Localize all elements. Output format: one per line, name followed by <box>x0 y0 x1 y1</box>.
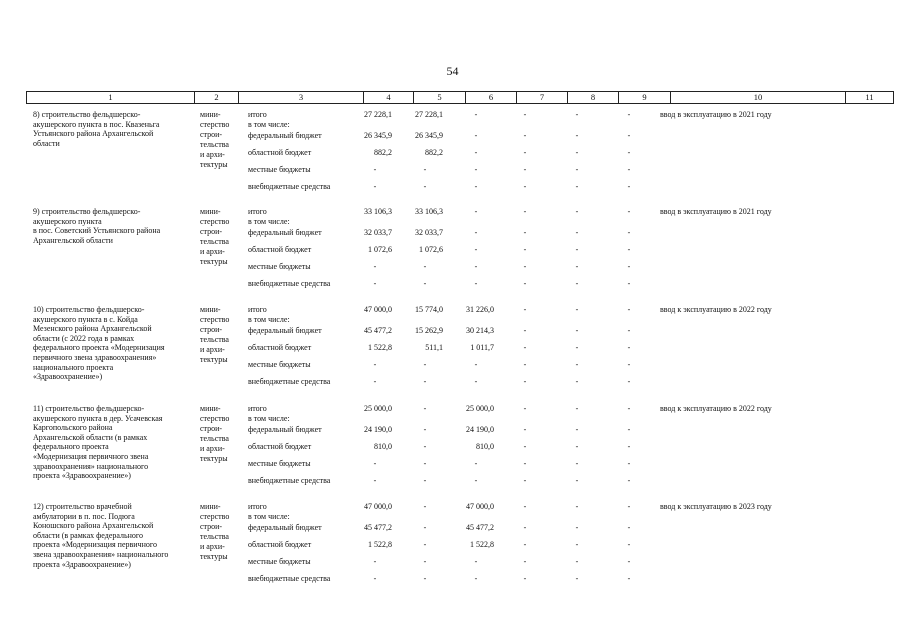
column-header-2: 2 <box>195 92 239 104</box>
amount-year-2023: - <box>523 502 527 511</box>
amount-year-2024: - <box>575 523 579 532</box>
amount-year-2024: - <box>575 442 579 451</box>
funding-row <box>0 459 905 469</box>
amount-total: 1 522,8 <box>368 540 392 549</box>
amount-year-2024: - <box>575 360 579 369</box>
funding-source-label: федеральный бюджет <box>248 523 322 532</box>
project-name-line: Архангельской области <box>33 235 113 245</box>
amount-year-2024: - <box>575 182 579 191</box>
amount-year-2025: - <box>627 305 631 314</box>
amount-year-2021: - <box>423 459 427 468</box>
amount-total: 47 000,0 <box>364 305 392 314</box>
amount-year-2022: - <box>474 245 478 254</box>
ministry-line: стерство <box>200 120 230 129</box>
project-name-line: Устьянского района Архангельской <box>33 129 154 139</box>
funding-source-label: областной бюджет <box>248 245 312 254</box>
amount-year-2024: - <box>575 502 579 511</box>
ministry-line: стерство <box>200 414 230 423</box>
expected-result: ввод к эксплуатацию в 2022 году <box>660 404 772 413</box>
project-name-line: акушерского пункта в дер. Усачевская <box>33 413 163 423</box>
funding-source-label: итого <box>248 502 267 511</box>
project-name-line: в пос. Советский Устьянского района <box>33 226 161 236</box>
ministry-line: тектуры <box>200 454 228 463</box>
funding-sublabel: в том числе: <box>248 120 290 129</box>
amount-year-2025: - <box>627 442 631 451</box>
funding-source-label: внебюджетные средства <box>248 182 331 191</box>
funding-source-label: местные бюджеты <box>248 360 311 369</box>
amount-total: - <box>373 262 377 271</box>
funding-sublabel: в том числе: <box>248 315 290 324</box>
amount-year-2023: - <box>523 131 527 140</box>
amount-year-2022: - <box>474 228 478 237</box>
ministry-line: и архи- <box>200 345 225 354</box>
amount-year-2023: - <box>523 262 527 271</box>
column-header-3: 3 <box>239 92 364 104</box>
amount-year-2024: - <box>575 343 579 352</box>
amount-year-2023: - <box>523 245 527 254</box>
amount-year-2025: - <box>627 425 631 434</box>
amount-year-2022: 810,0 <box>476 442 494 451</box>
amount-year-2023: - <box>523 442 527 451</box>
amount-total: 1 522,8 <box>368 343 392 352</box>
funding-source-label: внебюджетные средства <box>248 574 331 583</box>
funding-row <box>0 165 905 175</box>
amount-total: - <box>373 459 377 468</box>
amount-year-2022: - <box>474 131 478 140</box>
amount-year-2025: - <box>627 523 631 532</box>
project-name-line: акушерского пункта в с. Койда <box>33 314 138 324</box>
funding-row <box>0 182 905 192</box>
amount-year-2025: - <box>627 207 631 216</box>
expected-result: ввод в эксплуатацию в 2021 году <box>660 110 772 119</box>
amount-year-2022: - <box>474 165 478 174</box>
amount-year-2021: - <box>423 165 427 174</box>
amount-year-2024: - <box>575 540 579 549</box>
amount-year-2022: - <box>474 360 478 369</box>
amount-year-2025: - <box>627 459 631 468</box>
amount-year-2022: - <box>474 557 478 566</box>
project-name-line: 10) строительство фельдшерско- <box>33 305 145 314</box>
funding-row <box>0 228 905 238</box>
funding-row <box>0 574 905 584</box>
amount-year-2025: - <box>627 279 631 288</box>
amount-total: 32 033,7 <box>364 228 392 237</box>
amount-year-2021: - <box>423 502 427 511</box>
amount-total: 1 072,6 <box>368 245 392 254</box>
project-name-line: Каргопольского района <box>33 423 113 433</box>
amount-total: 33 106,3 <box>364 207 392 216</box>
project-name-line: здравоохранения» национального <box>33 461 149 471</box>
amount-year-2024: - <box>575 557 579 566</box>
ministry-line: тектуры <box>200 552 228 561</box>
amount-year-2022: - <box>474 110 478 119</box>
funding-source-label: итого <box>248 110 267 119</box>
amount-year-2025: - <box>627 110 631 119</box>
column-header-9: 9 <box>619 92 671 104</box>
amount-year-2021: - <box>423 404 427 413</box>
funding-row <box>0 279 905 289</box>
project-name-line: амбулатории в п. пос. Подюга <box>33 511 135 521</box>
amount-year-2025: - <box>627 245 631 254</box>
amount-year-2022: - <box>474 207 478 216</box>
project-name-line: акушерского пункта <box>33 216 102 226</box>
project-name-line: национального проекта <box>33 362 114 372</box>
project-name-line: 12) строительство врачебной <box>33 502 132 511</box>
amount-year-2025: - <box>627 502 631 511</box>
amount-year-2021: - <box>423 279 427 288</box>
amount-year-2023: - <box>523 377 527 386</box>
funding-source-label: итого <box>248 305 267 314</box>
funding-sublabel: в том числе: <box>248 414 290 423</box>
funding-source-label: итого <box>248 207 267 216</box>
amount-year-2025: - <box>627 228 631 237</box>
funding-sublabel: в том числе: <box>248 217 290 226</box>
project-name-line: акушерского пункта в пос. Квазеньга <box>33 119 160 129</box>
column-header-table <box>26 91 894 104</box>
amount-year-2024: - <box>575 574 579 583</box>
amount-total: 24 190,0 <box>364 425 392 434</box>
ministry-line: тельства <box>200 335 229 344</box>
project-name-line: области <box>33 138 60 148</box>
funding-row <box>0 425 905 435</box>
ministry-line: тектуры <box>200 257 228 266</box>
amount-year-2025: - <box>627 360 631 369</box>
amount-year-2021: - <box>423 425 427 434</box>
amount-year-2021: 511,1 <box>425 343 443 352</box>
amount-year-2024: - <box>575 425 579 434</box>
amount-year-2022: 30 214,3 <box>466 326 494 335</box>
ministry-line: мини- <box>200 404 221 413</box>
amount-year-2021: 1 072,6 <box>419 245 443 254</box>
amount-year-2024: - <box>575 279 579 288</box>
amount-total: - <box>373 360 377 369</box>
ministry-line: мини- <box>200 110 221 119</box>
amount-total: - <box>373 377 377 386</box>
ministry-line: тектуры <box>200 355 228 364</box>
column-header-11: 11 <box>846 92 894 104</box>
amount-total: - <box>373 279 377 288</box>
column-header-1: 1 <box>27 92 195 104</box>
amount-year-2023: - <box>523 148 527 157</box>
amount-year-2023: - <box>523 404 527 413</box>
column-header-8: 8 <box>568 92 619 104</box>
ministry-line: тельства <box>200 237 229 246</box>
project-name-line: проекта «Модернизация первичного <box>33 540 157 550</box>
amount-total: 26 345,9 <box>364 131 392 140</box>
project-name-line: Коношского района Архангельской <box>33 521 154 531</box>
amount-year-2023: - <box>523 228 527 237</box>
amount-total: - <box>373 574 377 583</box>
amount-year-2021: 882,2 <box>425 148 443 157</box>
amount-year-2024: - <box>575 207 579 216</box>
project-name-line: Мезенского района Архангельской <box>33 324 152 334</box>
expected-result: ввод к эксплуатацию в 2022 году <box>660 305 772 314</box>
project-name-line: Архангельской области (в рамках <box>33 432 148 442</box>
amount-year-2022: 31 226,0 <box>466 305 494 314</box>
amount-total: 25 000,0 <box>364 404 392 413</box>
ministry-line: строи- <box>200 522 223 531</box>
ministry-line: стерство <box>200 512 230 521</box>
amount-year-2022: - <box>474 262 478 271</box>
ministry-line: мини- <box>200 502 221 511</box>
amount-year-2022: 1 522,8 <box>470 540 494 549</box>
ministry-line: и архи- <box>200 444 225 453</box>
column-header-10: 10 <box>671 92 846 104</box>
funding-row <box>0 148 905 158</box>
funding-source-label: областной бюджет <box>248 540 312 549</box>
amount-total: - <box>373 182 377 191</box>
amount-year-2021: - <box>423 523 427 532</box>
funding-source-label: внебюджетные средства <box>248 377 331 386</box>
amount-total: - <box>373 476 377 485</box>
funding-row <box>0 343 905 353</box>
funding-source-label: федеральный бюджет <box>248 131 322 140</box>
funding-row <box>0 540 905 550</box>
amount-year-2025: - <box>627 574 631 583</box>
project-name-line: 11) строительство фельдшерско- <box>33 404 145 413</box>
funding-row <box>0 442 905 452</box>
amount-year-2024: - <box>575 459 579 468</box>
amount-year-2024: - <box>575 377 579 386</box>
ministry-line: тектуры <box>200 160 228 169</box>
amount-year-2025: - <box>627 377 631 386</box>
amount-year-2021: 27 228,1 <box>415 110 443 119</box>
amount-year-2025: - <box>627 131 631 140</box>
amount-year-2022: 45 477,2 <box>466 523 494 532</box>
amount-year-2024: - <box>575 476 579 485</box>
amount-year-2023: - <box>523 425 527 434</box>
amount-year-2023: - <box>523 165 527 174</box>
ministry-line: и архи- <box>200 150 225 159</box>
project-name-line: проекта «Здравоохранение») <box>33 471 131 481</box>
amount-year-2025: - <box>627 326 631 335</box>
funding-source-label: местные бюджеты <box>248 165 311 174</box>
ministry-line: и архи- <box>200 542 225 551</box>
amount-total: 45 477,2 <box>364 523 392 532</box>
amount-year-2023: - <box>523 110 527 119</box>
amount-year-2023: - <box>523 459 527 468</box>
funding-row <box>0 262 905 272</box>
funding-source-label: внебюджетные средства <box>248 476 331 485</box>
funding-row <box>0 245 905 255</box>
amount-year-2024: - <box>575 262 579 271</box>
amount-year-2025: - <box>627 557 631 566</box>
ministry-line: мини- <box>200 305 221 314</box>
funding-source-label: местные бюджеты <box>248 262 311 271</box>
project-name-line: 9) строительство фельдшерско- <box>33 207 141 216</box>
amount-year-2021: - <box>423 540 427 549</box>
amount-year-2024: - <box>575 305 579 314</box>
amount-year-2022: 1 011,7 <box>470 343 494 352</box>
amount-year-2021: 32 033,7 <box>415 228 443 237</box>
ministry-line: строи- <box>200 227 223 236</box>
amount-year-2022: - <box>474 279 478 288</box>
funding-source-label: областной бюджет <box>248 343 312 352</box>
amount-year-2021: 26 345,9 <box>415 131 443 140</box>
project-name-line: области (в рамках федерального <box>33 530 143 540</box>
project-name-line: проекта «Здравоохранение») <box>33 559 131 569</box>
amount-year-2023: - <box>523 326 527 335</box>
amount-year-2022: - <box>474 182 478 191</box>
amount-year-2025: - <box>627 540 631 549</box>
ministry-line: строи- <box>200 130 223 139</box>
amount-year-2023: - <box>523 540 527 549</box>
funding-sublabel: в том числе: <box>248 512 290 521</box>
amount-year-2024: - <box>575 110 579 119</box>
funding-source-label: областной бюджет <box>248 442 312 451</box>
ministry-line: тельства <box>200 140 229 149</box>
amount-year-2024: - <box>575 131 579 140</box>
amount-total: 882,2 <box>374 148 392 157</box>
ministry-line: мини- <box>200 207 221 216</box>
amount-year-2023: - <box>523 476 527 485</box>
amount-total: 27 228,1 <box>364 110 392 119</box>
amount-year-2024: - <box>575 228 579 237</box>
funding-source-label: федеральный бюджет <box>248 326 322 335</box>
column-header-7: 7 <box>517 92 568 104</box>
amount-year-2025: - <box>627 343 631 352</box>
amount-year-2023: - <box>523 360 527 369</box>
amount-year-2025: - <box>627 148 631 157</box>
amount-year-2021: 33 106,3 <box>415 207 443 216</box>
amount-year-2024: - <box>575 148 579 157</box>
amount-year-2021: - <box>423 262 427 271</box>
ministry-line: строи- <box>200 325 223 334</box>
amount-year-2023: - <box>523 207 527 216</box>
amount-year-2025: - <box>627 404 631 413</box>
amount-year-2022: - <box>474 476 478 485</box>
amount-year-2021: - <box>423 360 427 369</box>
amount-year-2023: - <box>523 343 527 352</box>
funding-row <box>0 377 905 387</box>
amount-year-2025: - <box>627 476 631 485</box>
funding-row <box>0 476 905 486</box>
funding-row <box>0 523 905 533</box>
amount-year-2022: - <box>474 574 478 583</box>
funding-source-label: местные бюджеты <box>248 557 311 566</box>
amount-year-2023: - <box>523 182 527 191</box>
funding-source-label: областной бюджет <box>248 148 312 157</box>
amount-year-2025: - <box>627 165 631 174</box>
amount-year-2024: - <box>575 245 579 254</box>
funding-source-label: итого <box>248 404 267 413</box>
amount-total: 47 000,0 <box>364 502 392 511</box>
amount-year-2024: - <box>575 404 579 413</box>
amount-year-2025: - <box>627 262 631 271</box>
ministry-line: и архи- <box>200 247 225 256</box>
amount-year-2021: - <box>423 377 427 386</box>
project-name-line: 8) строительство фельдшерско- <box>33 110 141 119</box>
amount-total: 45 477,2 <box>364 326 392 335</box>
amount-year-2022: - <box>474 148 478 157</box>
amount-year-2021: - <box>423 574 427 583</box>
amount-year-2021: 15 262,9 <box>415 326 443 335</box>
amount-year-2025: - <box>627 182 631 191</box>
amount-year-2022: 25 000,0 <box>466 404 494 413</box>
project-name-line: «Модернизация первичного звена <box>33 451 149 461</box>
amount-year-2021: - <box>423 182 427 191</box>
ministry-line: стерство <box>200 315 230 324</box>
ministry-line: тельства <box>200 532 229 541</box>
funding-source-label: местные бюджеты <box>248 459 311 468</box>
project-name-line: федерального проекта «Модернизация <box>33 343 165 353</box>
amount-year-2023: - <box>523 305 527 314</box>
funding-source-label: федеральный бюджет <box>248 228 322 237</box>
amount-year-2022: 24 190,0 <box>466 425 494 434</box>
amount-year-2023: - <box>523 557 527 566</box>
column-header-6: 6 <box>466 92 517 104</box>
project-name-line: федерального проекта <box>33 442 109 452</box>
project-name-line: «Здравоохранение») <box>33 372 103 382</box>
amount-year-2021: 15 774,0 <box>415 305 443 314</box>
amount-total: 810,0 <box>374 442 392 451</box>
amount-year-2021: - <box>423 557 427 566</box>
expected-result: ввод в эксплуатацию в 2021 году <box>660 207 772 216</box>
amount-total: - <box>373 557 377 566</box>
amount-year-2023: - <box>523 523 527 532</box>
ministry-line: тельства <box>200 434 229 443</box>
amount-year-2022: - <box>474 459 478 468</box>
funding-source-label: внебюджетные средства <box>248 279 331 288</box>
amount-total: - <box>373 165 377 174</box>
funding-row <box>0 131 905 141</box>
funding-row <box>0 557 905 567</box>
ministry-line: строи- <box>200 424 223 433</box>
page-number: 54 <box>446 64 459 78</box>
project-name-line: области (с 2022 года в рамках <box>33 333 135 343</box>
amount-year-2022: 47 000,0 <box>466 502 494 511</box>
funding-row <box>0 360 905 370</box>
project-name-line: первичного звена здравоохранения» <box>33 352 157 362</box>
amount-year-2024: - <box>575 165 579 174</box>
ministry-line: стерство <box>200 217 230 226</box>
amount-year-2021: - <box>423 442 427 451</box>
column-header-4: 4 <box>364 92 414 104</box>
funding-source-label: федеральный бюджет <box>248 425 322 434</box>
funding-row <box>0 326 905 336</box>
amount-year-2023: - <box>523 574 527 583</box>
amount-year-2024: - <box>575 326 579 335</box>
amount-year-2023: - <box>523 279 527 288</box>
column-header-5: 5 <box>414 92 466 104</box>
amount-year-2021: - <box>423 476 427 485</box>
project-name-line: звена здравоохранения» национального <box>33 549 169 559</box>
expected-result: ввод к эксплуатацию в 2023 году <box>660 502 772 511</box>
amount-year-2022: - <box>474 377 478 386</box>
